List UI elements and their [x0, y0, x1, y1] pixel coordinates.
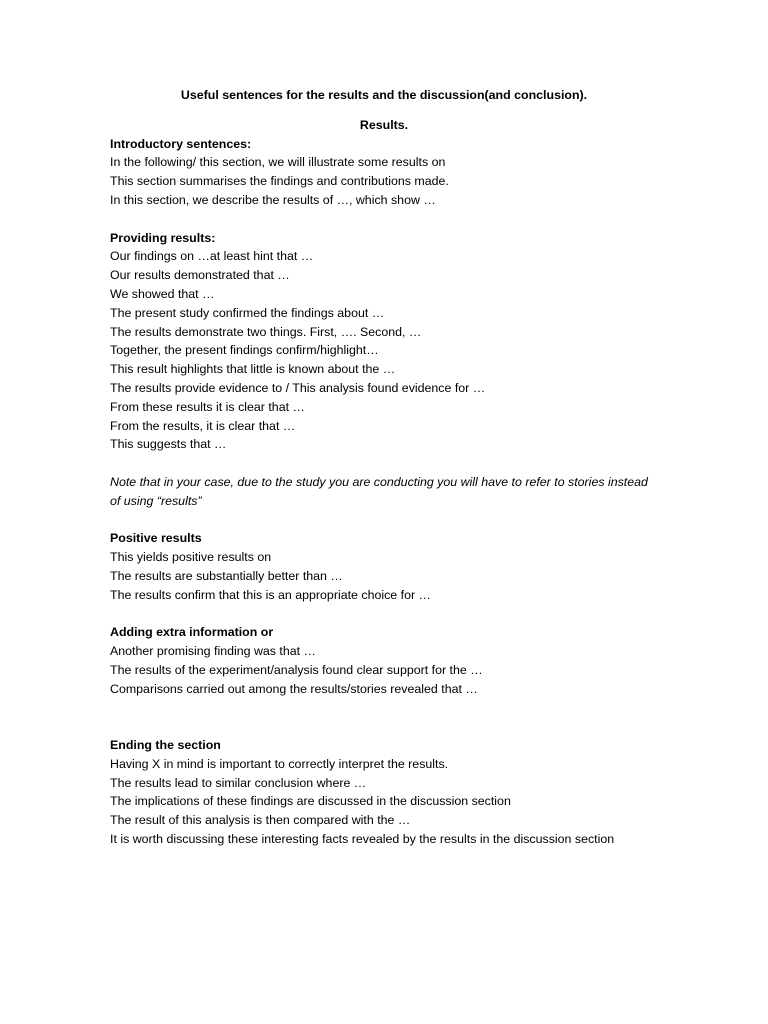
section-heading: Introductory sentences: — [110, 136, 252, 151]
sentence-line: In this section, we describe the results of …, which show … — [110, 192, 436, 207]
sentence-line: From these results it is clear that … — [110, 399, 305, 414]
spacer — [110, 605, 670, 624]
sentence-line: The results lead to similar conclusion where … — [110, 775, 367, 790]
sentence-line: In the following/ this section, we will illustrate some results on — [110, 155, 446, 170]
sentence-line: This section summarises the findings and contributions made. — [110, 174, 449, 189]
sentence-line: This suggests that … — [110, 437, 227, 452]
sentence-line: The result of this analysis is then compared with the … — [110, 813, 411, 828]
section-heading: Providing results: — [110, 230, 216, 245]
sentence-line: The implications of these findings are discussed in the discussion section — [110, 794, 511, 809]
sentence-line: Our findings on …at least hint that … — [110, 249, 314, 264]
section-heading: Positive results — [110, 531, 202, 546]
spacer — [110, 511, 670, 530]
spacer — [110, 210, 670, 229]
section-providing-results — [110, 229, 670, 455]
spacer — [110, 699, 670, 737]
sentence-line: It is worth discussing these interesting facts revealed by the results in the discussion section — [110, 832, 615, 847]
document-body — [110, 86, 670, 849]
sentence-line: This yields positive results on — [110, 550, 272, 565]
section-introductory — [110, 135, 670, 210]
sentence-line: The results of the experiment/analysis found clear support for the … — [110, 662, 483, 677]
sentence-line: Our results demonstrated that … — [110, 268, 290, 283]
sentence-line: The results provide evidence to / This analysis found evidence for … — [110, 380, 486, 395]
sentence-line: We showed that … — [110, 286, 215, 301]
document-title: Useful sentences for the results and the discussion(and conclusion). — [180, 88, 588, 102]
sentence-line: The results confirm that this is an appropriate choice for … — [110, 587, 431, 602]
sentence-line: Comparisons carried out among the results/stories revealed that … — [110, 681, 478, 696]
sentence-line: From the results, it is clear that … — [110, 418, 296, 433]
sentence-line: The results are substantially better than … — [110, 568, 343, 583]
section-adding-extra-information — [110, 623, 670, 698]
sentence-line: Another promising finding was that … — [110, 644, 316, 659]
sentence-line: Together, the present findings confirm/highlight… — [110, 343, 379, 358]
sentence-line: The results demonstrate two things. First, …. Second, … — [110, 324, 422, 339]
sentence-line: The present study confirmed the findings about … — [110, 305, 385, 320]
section-ending — [110, 736, 670, 849]
spacer — [110, 454, 670, 473]
section-heading: Adding extra information or — [110, 625, 274, 640]
section-heading: Ending the section — [110, 738, 221, 753]
sentence-line: This result highlights that little is known about the … — [110, 362, 396, 377]
document-subtitle: Results. — [359, 117, 409, 132]
sentence-line: Having X in mind is important to correctly interpret the results. — [110, 756, 449, 771]
italic-note: Note that in your case, due to the study you are conducting you will have to refer to stories instead of using “results” — [110, 474, 648, 508]
section-positive-results — [110, 529, 670, 604]
